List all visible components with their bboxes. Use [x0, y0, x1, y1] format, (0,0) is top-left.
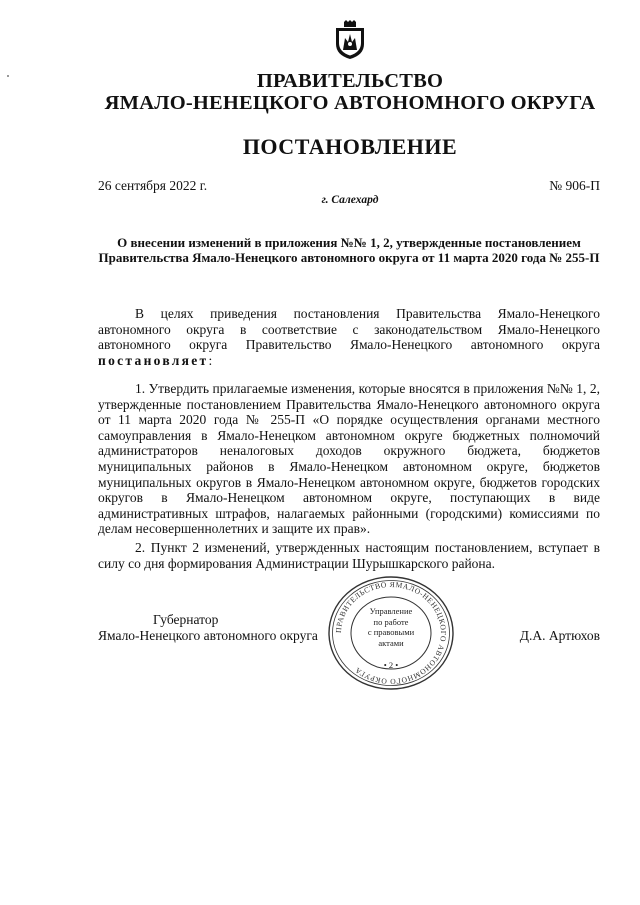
document-subject: О внесении изменений в приложения №№ 1, 2, утвержденные постановлением Правительства Ямало-Ненецкого автономного округа от 11 марта 2020 года № 255-П [98, 235, 600, 265]
resolution-keyword: постановляет [98, 352, 209, 368]
government-title: ПРАВИТЕЛЬСТВО [256, 70, 444, 92]
preamble-paragraph [98, 306, 600, 368]
document-city: г. Салехард [321, 194, 379, 206]
document-date: 26 сентября 2022 г. [98, 178, 208, 193]
government-region-title: ЯМАЛО-НЕНЕЦКОГО АВТОНОМНОГО ОКРУГА [104, 92, 596, 114]
signer-title-line1: Губернатор [153, 612, 219, 627]
stamp-line-4: актами [378, 637, 404, 648]
clause-2: 2. Пункт 2 изменений, утвержденных настоящим постановлением, вступает в силу со дня формирования Администрации Шурышкарского района. [98, 540, 600, 571]
document-number: № 906-П [549, 178, 600, 193]
signer-name: Д.А. Артюхов [519, 628, 600, 643]
clause-1: 1. Утвердить прилагаемые изменения, которые вносятся в приложения №№ 1, 2, утвержденные постановлением Правительства Ямало-Ненецкого автономного округа от 11 марта 2020 года № 255-П «О порядке осуществления органами местного самоуправления в Ямало-Ненецком автономном округе бюджетных полномочий администраторов неналоговых доходов окружного бюджета, бюджетов муниципальных районов в Ямало-Ненецком автономном округе, бюджетов муниципальных округов в Ямало-Ненецком автономном округе, бюджетов городских округов в Ямало-Ненецком автономном округе, поступающих в виде административных штрафов, налагаемых районными (городскими) комиссиями по делам несовершеннолетних и защите их прав». [98, 381, 600, 537]
stamp-ring-text: ПРАВИТЕЛЬСТВО ЯМАЛО-НЕНЕЦКОГО АВТОНОМНОГО ОКРУГА [333, 579, 449, 687]
stamp-center-text [346, 606, 436, 671]
stamp-line-1: Управление [369, 606, 413, 616]
preamble-colon: : [208, 352, 213, 368]
preamble-text: В целях приведения постановления Правительства Ямало-Ненецкого автономного округа в соответствие с законодательством Ямало-Ненецкого автономного округа Правительство Ямало-Ненецкого автономного округа [98, 306, 600, 353]
document-type: ПОСТАНОВЛЕНИЕ [242, 134, 458, 159]
stamp-line-2: по работе [373, 616, 409, 627]
stamp-line-3: с правовыми [367, 627, 415, 637]
coat-of-arms-emblem [333, 20, 367, 60]
stamp-number: • 2 • [383, 660, 399, 670]
signer-title-line2: Ямало-Ненецкого автономного округа [98, 628, 318, 643]
